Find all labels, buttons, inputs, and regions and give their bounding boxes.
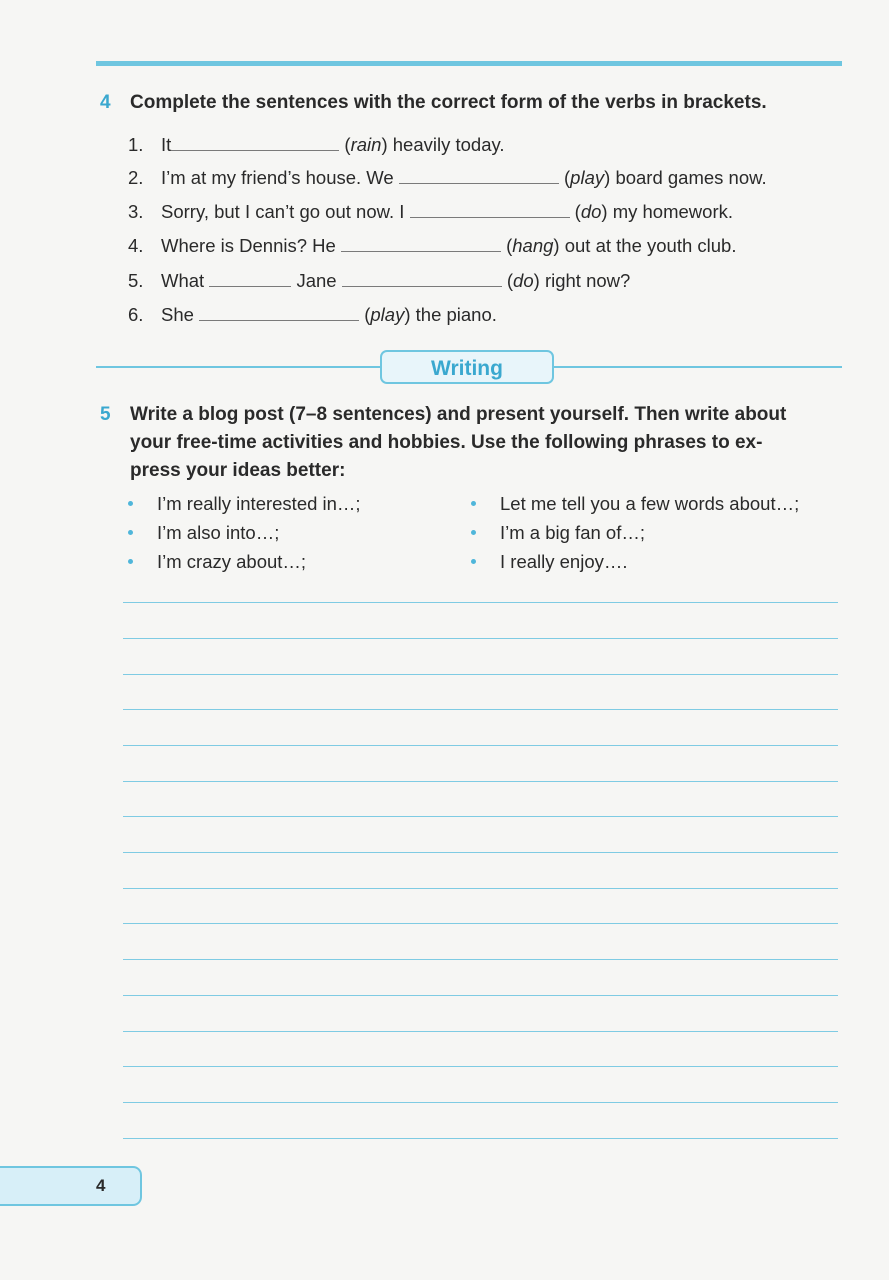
verb-hint: play bbox=[570, 167, 605, 188]
verb-hint: do bbox=[580, 201, 602, 222]
exercise-4-item-5: 5. What Jane (do) right now? bbox=[128, 270, 631, 291]
section-divider-left bbox=[96, 366, 380, 368]
bullet-icon bbox=[128, 559, 133, 564]
phrase-item bbox=[471, 521, 645, 545]
item-text: heavily today. bbox=[392, 134, 505, 155]
phrase-item bbox=[128, 550, 306, 574]
item-number: 6. bbox=[128, 304, 144, 325]
phrase-text: I’m really interested in…; bbox=[157, 493, 361, 514]
item-text: the piano. bbox=[415, 304, 497, 325]
item-text: my homework. bbox=[612, 201, 733, 222]
phrase-item bbox=[128, 492, 361, 516]
bullet-icon bbox=[471, 559, 476, 564]
page-number-tab bbox=[0, 1166, 142, 1206]
answer-blank[interactable] bbox=[341, 233, 501, 252]
phrase-text: I’m also into…; bbox=[157, 522, 280, 543]
item-text: She bbox=[161, 304, 194, 325]
exercise-4-item-1: 1. It (rain) heavily today. bbox=[128, 134, 505, 155]
exercise-4-item-4: 4. Where is Dennis? He (hang) out at the youth club. bbox=[128, 235, 737, 256]
phrase-text: I’m crazy about…; bbox=[157, 551, 307, 572]
writing-section-title: Writing bbox=[380, 350, 554, 384]
writing-line[interactable] bbox=[123, 638, 838, 639]
item-number: 2. bbox=[128, 167, 144, 188]
writing-line[interactable] bbox=[123, 602, 838, 603]
phrase-item bbox=[471, 550, 628, 574]
item-text: board games now. bbox=[615, 167, 767, 188]
writing-line[interactable] bbox=[123, 1138, 838, 1139]
item-number: 4. bbox=[128, 235, 144, 256]
item-text: Jane bbox=[296, 270, 337, 291]
bullet-icon bbox=[471, 501, 476, 506]
writing-line[interactable] bbox=[123, 1102, 838, 1103]
phrase-text: I’m a big fan of…; bbox=[500, 522, 645, 543]
exercise-5-number: 5 bbox=[100, 404, 111, 425]
writing-line[interactable] bbox=[123, 888, 838, 889]
instruction-line: Write a blog post (7–8 sentences) and present yourself. Then write about bbox=[130, 404, 787, 425]
phrase-item bbox=[471, 492, 799, 516]
answer-blank[interactable] bbox=[342, 268, 502, 287]
exercise-4-instruction: Complete the sentences with the correct form of the verbs in brackets. bbox=[130, 92, 767, 113]
exercise-4-item-2: 2. I’m at my friend’s house. We (play) board games now. bbox=[128, 167, 767, 188]
phrase-text: Let me tell you a few words about…; bbox=[500, 493, 800, 514]
item-text: Sorry, but I can’t go out now. I bbox=[161, 201, 405, 222]
verb-hint: play bbox=[370, 304, 405, 325]
writing-line[interactable] bbox=[123, 1031, 838, 1032]
writing-line[interactable] bbox=[123, 745, 838, 746]
writing-line[interactable] bbox=[123, 959, 838, 960]
phrase-text: I really enjoy…. bbox=[500, 551, 628, 572]
writing-line[interactable] bbox=[123, 852, 838, 853]
verb-hint: rain bbox=[350, 134, 382, 155]
writing-line[interactable] bbox=[123, 781, 838, 782]
answer-blank[interactable] bbox=[209, 268, 291, 287]
item-number: 1. bbox=[128, 134, 144, 155]
exercise-4-heading bbox=[100, 89, 767, 117]
item-text: I’m at my friend’s house. We bbox=[161, 167, 394, 188]
verb-hint: hang bbox=[512, 235, 554, 256]
exercise-4-item-6: 6. She (play) the piano. bbox=[128, 304, 497, 325]
item-text: Where is Dennis? He bbox=[161, 235, 336, 256]
writing-line[interactable] bbox=[123, 816, 838, 817]
verb-hint: do bbox=[513, 270, 534, 291]
exercise-5-instruction bbox=[130, 401, 845, 485]
instruction-line: your free-time activities and hobbies. Use the following phrases to ex- bbox=[130, 432, 763, 453]
page-number: 4 bbox=[96, 1176, 106, 1195]
writing-line[interactable] bbox=[123, 674, 838, 675]
item-text: It bbox=[161, 134, 172, 155]
writing-line[interactable] bbox=[123, 1066, 838, 1067]
answer-blank[interactable] bbox=[199, 302, 359, 321]
answer-blank[interactable] bbox=[410, 199, 570, 218]
writing-line[interactable] bbox=[123, 923, 838, 924]
item-number: 3. bbox=[128, 201, 144, 222]
answer-blank[interactable] bbox=[171, 132, 339, 151]
item-text: out at the youth club. bbox=[564, 235, 737, 256]
exercise-4-item-3: 3. Sorry, but I can’t go out now. I (do) my homework. bbox=[128, 201, 733, 222]
bullet-icon bbox=[128, 501, 133, 506]
exercise-4-number: 4 bbox=[100, 92, 111, 113]
item-text: right now? bbox=[544, 270, 631, 291]
writing-line[interactable] bbox=[123, 995, 838, 996]
item-number: 5. bbox=[128, 270, 144, 291]
phrase-item bbox=[128, 521, 279, 545]
top-divider bbox=[96, 61, 842, 66]
writing-line[interactable] bbox=[123, 709, 838, 710]
item-text: What bbox=[161, 270, 205, 291]
bullet-icon bbox=[471, 530, 476, 535]
section-divider-right bbox=[554, 366, 842, 368]
bullet-icon bbox=[128, 530, 133, 535]
exercise-5-heading bbox=[100, 401, 845, 485]
instruction-line: press your ideas better: bbox=[130, 460, 346, 481]
answer-blank[interactable] bbox=[399, 165, 559, 184]
